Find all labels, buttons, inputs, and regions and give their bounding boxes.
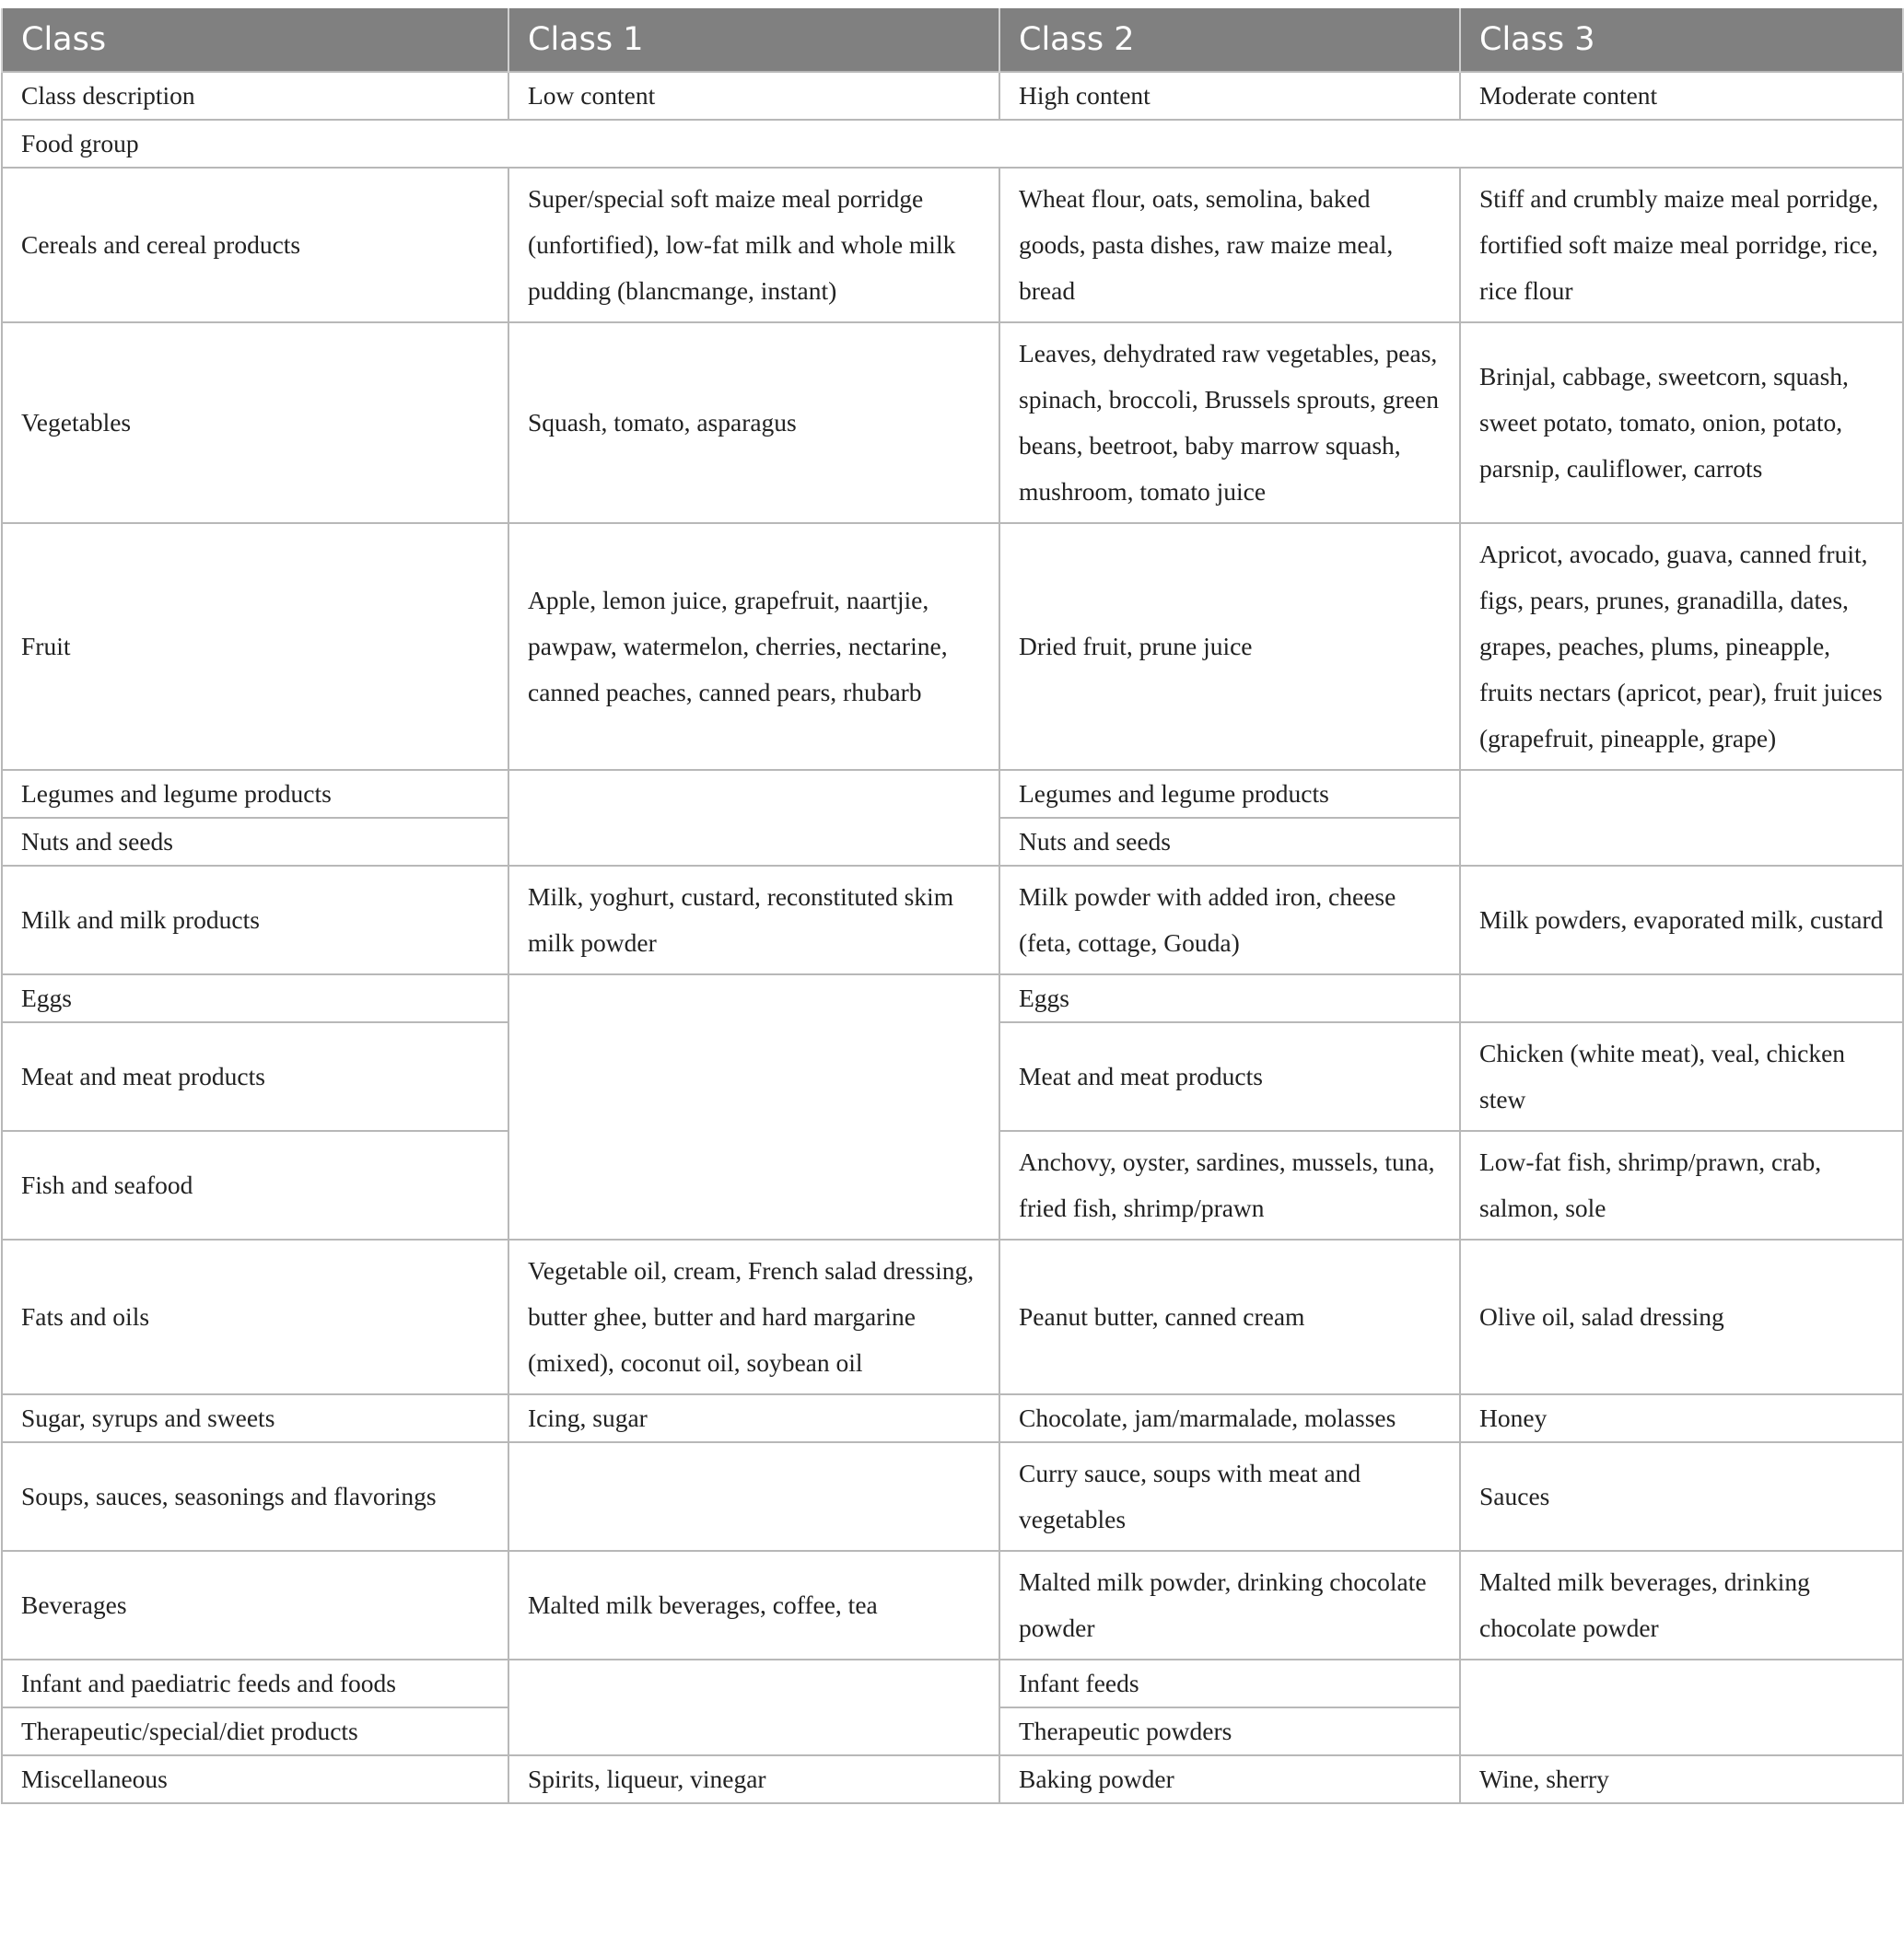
table-row — [2, 770, 1903, 818]
table-row — [2, 72, 1903, 120]
row-label: Vegetables — [2, 322, 508, 523]
cell-class-1: Milk, yoghurt, custard, reconstituted skim milk powder — [508, 866, 999, 974]
cell-class-1: Vegetable oil, cream, French salad dressing, butter ghee, butter and hard margarine (mixed), coconut oil, soybean oil — [508, 1240, 999, 1394]
cell-class-2: Curry sauce, soups with meat and vegetables — [999, 1442, 1460, 1551]
cell-class-1: Spirits, liqueur, vinegar — [508, 1755, 999, 1803]
table-row — [2, 1394, 1903, 1442]
row-label: Fats and oils — [2, 1240, 508, 1394]
cell-class-1: Super/special soft maize meal porridge (unfortified), low-fat milk and whole milk pudding (blancmange, instant) — [508, 168, 999, 322]
cell-class-2: Milk powder with added iron, cheese (feta, cottage, Gouda) — [999, 866, 1460, 974]
cell-class-3: Sauces — [1460, 1442, 1903, 1551]
cell-class-3: Stiff and crumbly maize meal porridge, fortified soft maize meal porridge, rice, rice flour — [1460, 168, 1903, 322]
cell-class-2: Anchovy, oyster, sardines, mussels, tuna, fried fish, shrimp/prawn — [999, 1131, 1460, 1240]
row-label: Fruit — [2, 523, 508, 770]
table-row — [2, 974, 1903, 1022]
row-label: Miscellaneous — [2, 1755, 508, 1803]
cell-class-2: Infant feeds — [999, 1660, 1460, 1707]
cell-class-2: Malted milk powder, drinking chocolate powder — [999, 1551, 1460, 1660]
row-label: Meat and meat products — [2, 1022, 508, 1131]
table-container — [1, 8, 1902, 1804]
table-row — [2, 168, 1903, 322]
header-class: Class — [2, 8, 508, 72]
cell-class-3-empty — [1460, 974, 1903, 1022]
cell-class-1: Low content — [508, 72, 999, 120]
table-row — [2, 1442, 1903, 1551]
cell-class-1: Malted milk beverages, coffee, tea — [508, 1551, 999, 1660]
cell-class-2: Leaves, dehydrated raw vegetables, peas, spinach, broccoli, Brussels sprouts, green beans, beetroot, baby marrow squash, mushroom, tomato juice — [999, 322, 1460, 523]
cell-class-3: Milk powders, evaporated milk, custard — [1460, 866, 1903, 974]
cell-class-3-empty — [1460, 770, 1903, 866]
table-row — [2, 1755, 1903, 1803]
cell-class-1-empty — [508, 1442, 999, 1551]
row-label: Milk and milk products — [2, 866, 508, 974]
row-label: Legumes and legume products — [2, 770, 508, 818]
row-label: Therapeutic/special/diet products — [2, 1707, 508, 1755]
row-label: Sugar, syrups and sweets — [2, 1394, 508, 1442]
cell-class-3-empty — [1460, 1660, 1903, 1755]
cell-class-2: Wheat flour, oats, semolina, baked goods, pasta dishes, raw maize meal, bread — [999, 168, 1460, 322]
cell-class-2: Therapeutic powders — [999, 1707, 1460, 1755]
row-label: Nuts and seeds — [2, 818, 508, 866]
table-row — [2, 1660, 1903, 1707]
section-label-food-group: Food group — [2, 120, 1903, 168]
header-class-3: Class 3 — [1460, 8, 1903, 72]
cell-class-2: High content — [999, 72, 1460, 120]
table-row — [2, 1551, 1903, 1660]
cell-class-3: Moderate content — [1460, 72, 1903, 120]
table-row — [2, 866, 1903, 974]
header-class-2: Class 2 — [999, 8, 1460, 72]
cell-class-1-empty — [508, 770, 999, 866]
cell-class-2: Meat and meat products — [999, 1022, 1460, 1131]
cell-class-2: Peanut butter, canned cream — [999, 1240, 1460, 1394]
cell-class-1: Apple, lemon juice, grapefruit, naartjie, pawpaw, watermelon, cherries, nectarine, canned peaches, canned pears, rhubarb — [508, 523, 999, 770]
cell-class-2: Nuts and seeds — [999, 818, 1460, 866]
cell-class-1-empty — [508, 974, 999, 1240]
cell-class-3: Olive oil, salad dressing — [1460, 1240, 1903, 1394]
table-row — [2, 523, 1903, 770]
cell-class-2: Chocolate, jam/marmalade, molasses — [999, 1394, 1460, 1442]
row-label: Eggs — [2, 974, 508, 1022]
cell-class-3: Chicken (white meat), veal, chicken stew — [1460, 1022, 1903, 1131]
cell-class-3: Malted milk beverages, drinking chocolate powder — [1460, 1551, 1903, 1660]
cell-class-3: Low-fat fish, shrimp/prawn, crab, salmon, sole — [1460, 1131, 1903, 1240]
table-row — [2, 322, 1903, 523]
row-label: Cereals and cereal products — [2, 168, 508, 322]
row-label: Infant and paediatric feeds and foods — [2, 1660, 508, 1707]
row-label: Soups, sauces, seasonings and flavorings — [2, 1442, 508, 1551]
table-row — [2, 120, 1903, 168]
row-label: Fish and seafood — [2, 1131, 508, 1240]
cell-class-1: Squash, tomato, asparagus — [508, 322, 999, 523]
table-row — [2, 1240, 1903, 1394]
row-label: Class description — [2, 72, 508, 120]
cell-class-2: Dried fruit, prune juice — [999, 523, 1460, 770]
header-row — [2, 8, 1903, 72]
cell-class-3: Apricot, avocado, guava, canned fruit, figs, pears, prunes, granadilla, dates, grapes, peaches, plums, pineapple, fruits nectars (apricot, pear), fruit juices (grapefruit, pineapple, grape) — [1460, 523, 1903, 770]
cell-class-1-empty — [508, 1660, 999, 1755]
cell-class-1: Icing, sugar — [508, 1394, 999, 1442]
cell-class-2: Legumes and legume products — [999, 770, 1460, 818]
cell-class-3: Honey — [1460, 1394, 1903, 1442]
food-class-table — [1, 8, 1904, 1804]
row-label: Beverages — [2, 1551, 508, 1660]
cell-class-3: Wine, sherry — [1460, 1755, 1903, 1803]
header-class-1: Class 1 — [508, 8, 999, 72]
cell-class-3: Brinjal, cabbage, sweetcorn, squash, sweet potato, tomato, onion, potato, parsnip, cauliflower, carrots — [1460, 322, 1903, 523]
cell-class-2: Baking powder — [999, 1755, 1460, 1803]
cell-class-2: Eggs — [999, 974, 1460, 1022]
